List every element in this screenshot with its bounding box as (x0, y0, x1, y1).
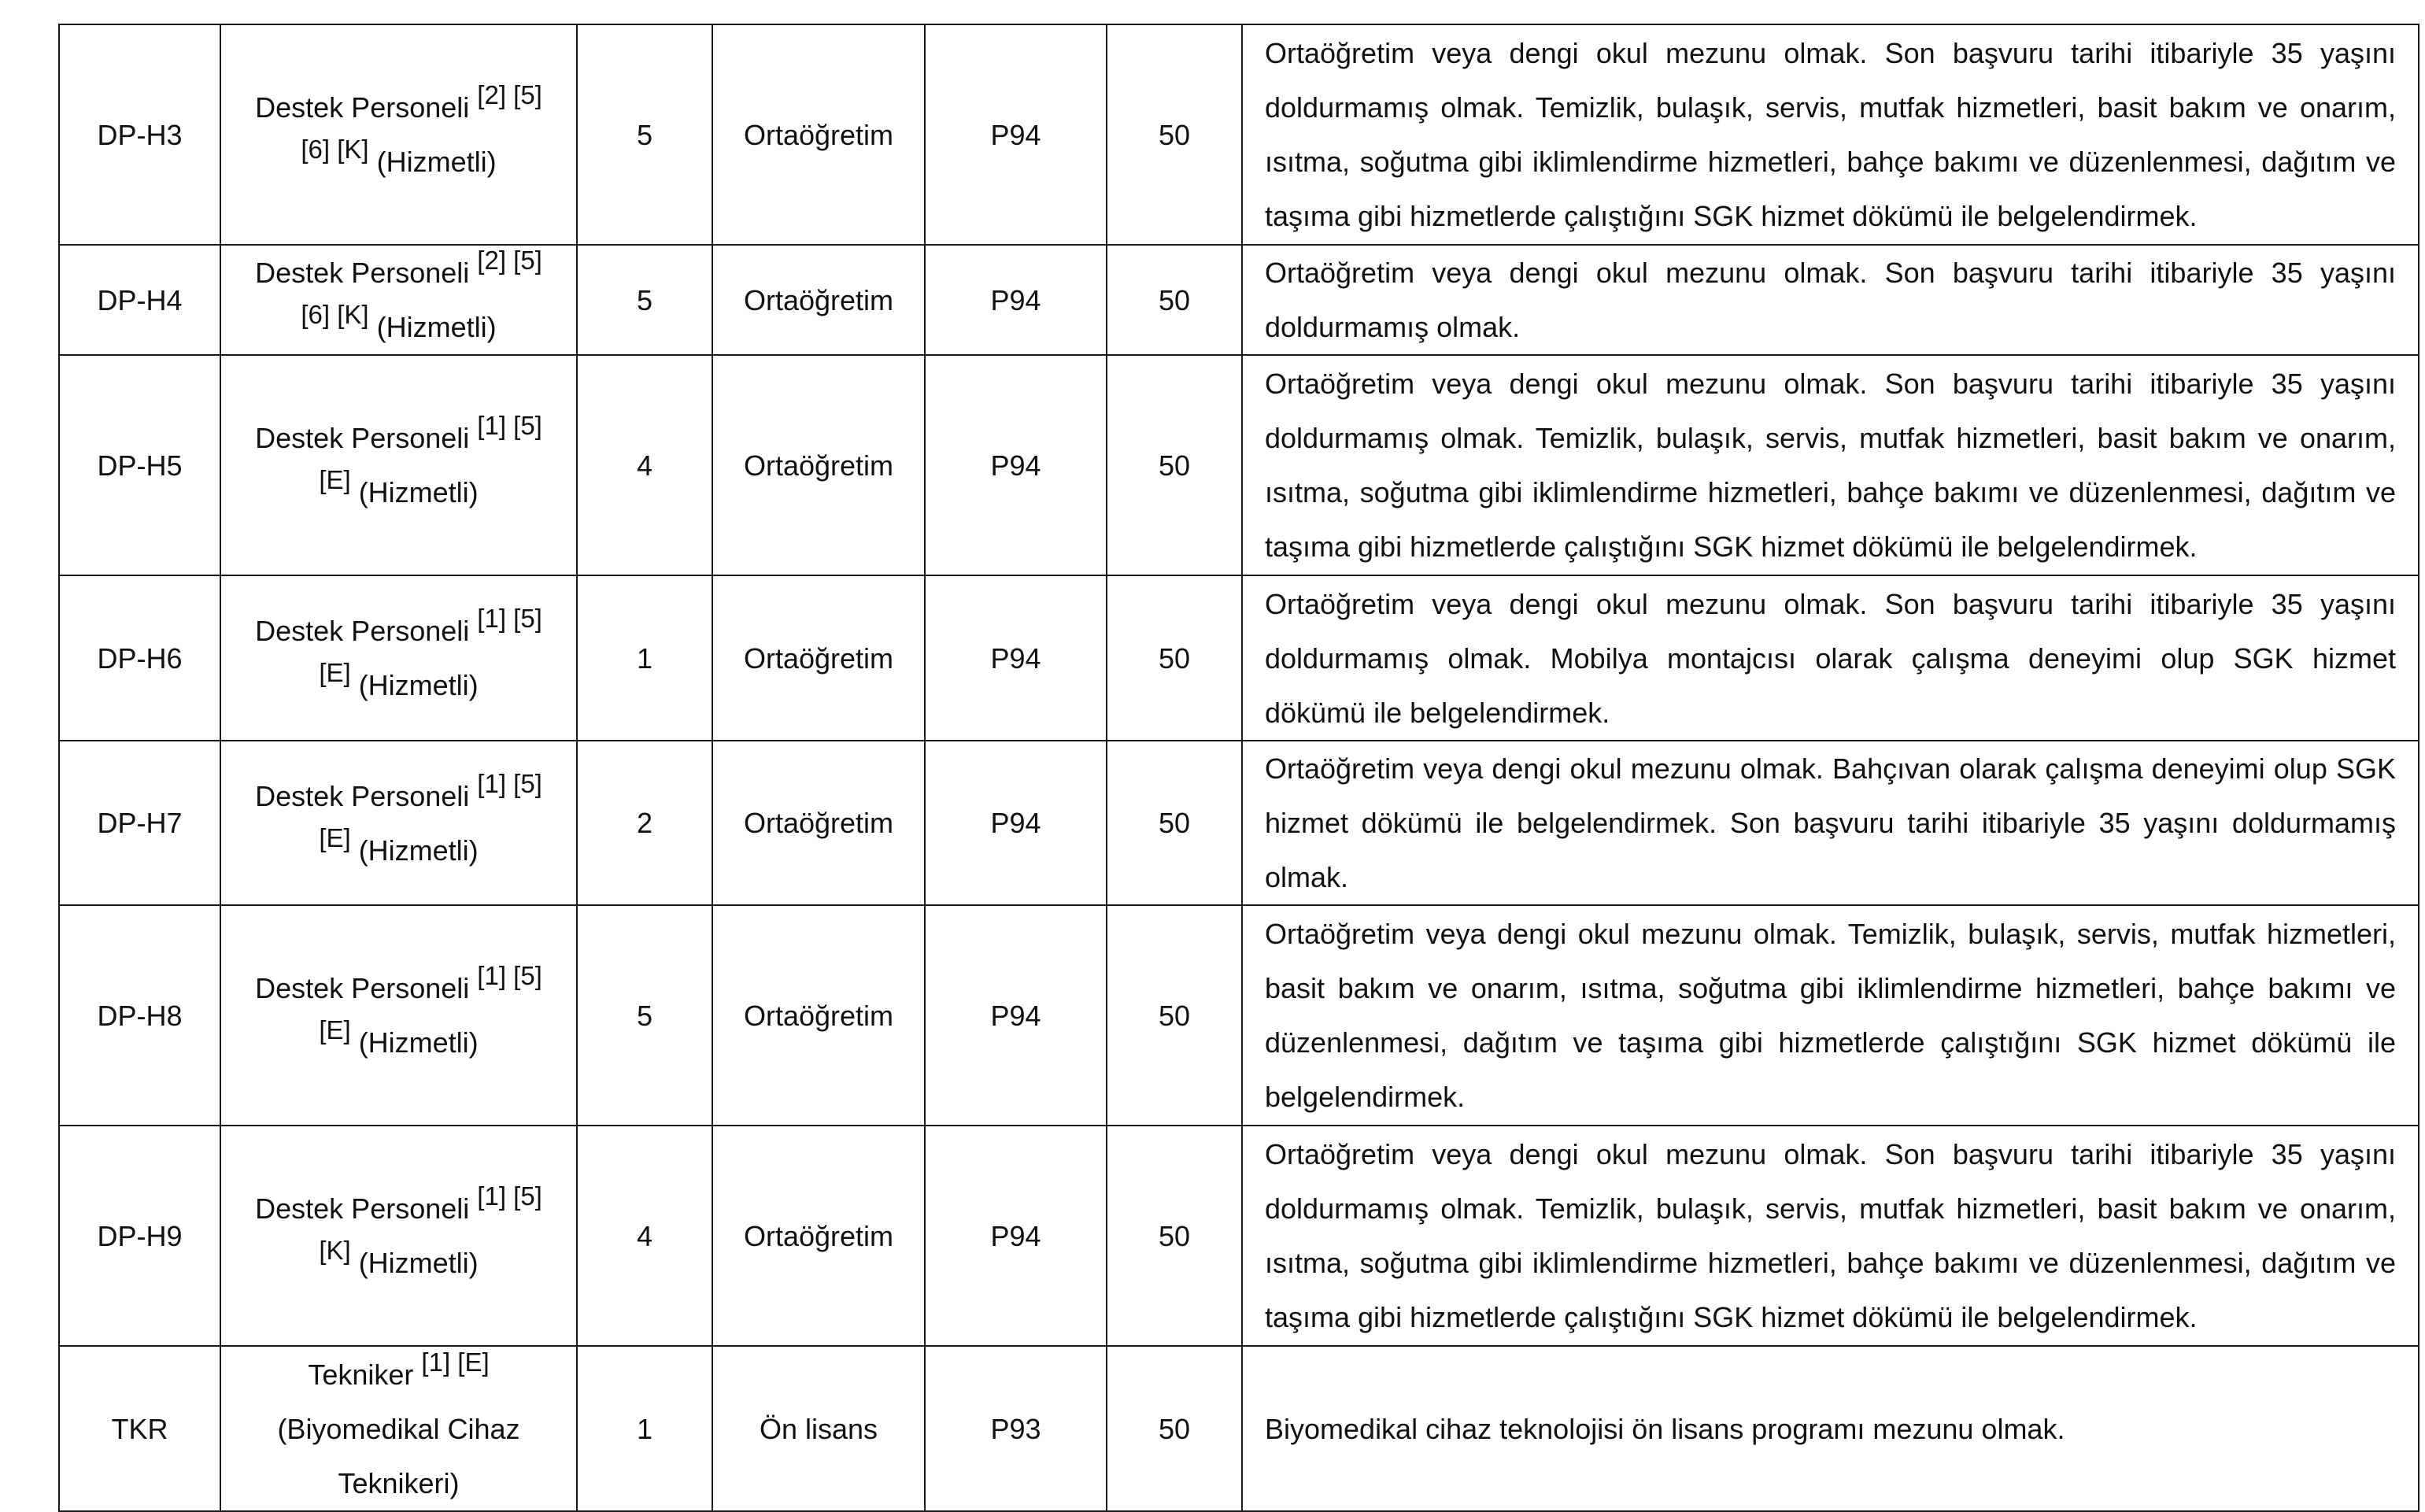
position-suffix: (Hizmetli) (358, 669, 479, 701)
position-subtitle: (Biyomedikal Cihaz (277, 1412, 520, 1445)
table-row (59, 24, 2419, 245)
footnote-refs: [K] (319, 1236, 351, 1265)
education-level: Ortaöğretim (712, 1126, 925, 1346)
position-title-text: Destek Personeli (255, 257, 470, 289)
position-title (220, 1346, 577, 1511)
position-code: DP-H7 (59, 741, 220, 905)
requirements-text: Ortaöğretim veya dengi okul mezunu olmak. Son başvuru tarihi itibariyle 35 yaşını doldurmamış olmak. (1242, 245, 2419, 355)
requirements-text: Ortaöğretim veya dengi okul mezunu olmak. Temizlik, bulaşık, servis, mutfak hizmetleri, basit bakım ve onarım, ısıtma, soğutma gibi iklimlendirme hizmetleri, bahçe bakımı ve düzenlenmesi, dağıtım ve taşıma gibi hizmetlerde çalıştığını SGK hizmet dökümü ile belgelendirmek. (1242, 905, 2419, 1126)
position-count: 2 (577, 741, 712, 905)
education-level: Ortaöğretim (712, 905, 925, 1126)
position-count: 5 (577, 905, 712, 1126)
footnote-refs: [1] [5] (477, 604, 542, 633)
position-count: 4 (577, 1126, 712, 1346)
position-count: 1 (577, 575, 712, 741)
table-row (59, 355, 2419, 575)
position-title-text: Destek Personeli (255, 1192, 470, 1225)
kpss-score-type: P94 (925, 1126, 1107, 1346)
position-title (220, 355, 577, 575)
education-level: Ortaöğretim (712, 24, 925, 245)
requirements-text: Biyomedikal cihaz teknolojisi ön lisans programı mezunu olmak. (1242, 1346, 2419, 1511)
position-count: 1 (577, 1346, 712, 1511)
kpss-score-type: P94 (925, 905, 1107, 1126)
job-positions-table (58, 24, 2419, 1512)
position-title (220, 905, 577, 1126)
kpss-score-type: P93 (925, 1346, 1107, 1511)
position-suffix: (Hizmetli) (376, 311, 497, 343)
minimum-score: 50 (1107, 24, 1242, 245)
position-code: DP-H3 (59, 24, 220, 245)
position-suffix: (Hizmetli) (358, 1026, 479, 1059)
position-title-text: Destek Personeli (255, 615, 470, 647)
position-title (220, 24, 577, 245)
footnote-refs: [6] [K] (301, 300, 369, 329)
education-level: Ortaöğretim (712, 575, 925, 741)
position-count: 5 (577, 24, 712, 245)
position-title-text: Destek Personeli (255, 972, 470, 1004)
footnote-refs: [E] (319, 823, 351, 852)
footnote-refs: [E] (319, 658, 351, 687)
footnote-refs: [2] [5] (477, 246, 542, 275)
position-title (220, 245, 577, 355)
table-row (59, 1346, 2419, 1511)
education-level: Ortaöğretim (712, 741, 925, 905)
minimum-score: 50 (1107, 741, 1242, 905)
minimum-score: 50 (1107, 1346, 1242, 1511)
footnote-refs: [1] [5] (477, 1181, 542, 1211)
requirements-text: Ortaöğretim veya dengi okul mezunu olmak. Son başvuru tarihi itibariyle 35 yaşını doldurmamış olmak. Mobilya montajcısı olarak çalışma deneyimi olup SGK hizmet dökümü ile belgelendirmek. (1242, 575, 2419, 741)
requirements-text: Ortaöğretim veya dengi okul mezunu olmak. Son başvuru tarihi itibariyle 35 yaşını doldurmamış olmak. Temizlik, bulaşık, servis, mutfak hizmetleri, basit bakım ve onarım, ısıtma, soğutma gibi iklimlendirme hizmetleri, bahçe bakımı ve düzenlenmesi, dağıtım ve taşıma gibi hizmetlerde çalıştığını SGK hizmet dökümü ile belgelendirmek. (1242, 24, 2419, 245)
table-row (59, 905, 2419, 1126)
minimum-score: 50 (1107, 245, 1242, 355)
footnote-refs: [2] [5] (477, 80, 542, 109)
kpss-score-type: P94 (925, 245, 1107, 355)
position-code: DP-H9 (59, 1126, 220, 1346)
position-count: 5 (577, 245, 712, 355)
requirements-text: Ortaöğretim veya dengi okul mezunu olmak. Son başvuru tarihi itibariyle 35 yaşını doldurmamış olmak. Temizlik, bulaşık, servis, mutfak hizmetleri, basit bakım ve onarım, ısıtma, soğutma gibi iklimlendirme hizmetleri, bahçe bakımı ve düzenlenmesi, dağıtım ve taşıma gibi hizmetlerde çalıştığını SGK hizmet dökümü ile belgelendirmek. (1242, 355, 2419, 575)
position-count: 4 (577, 355, 712, 575)
position-title (220, 741, 577, 905)
kpss-score-type: P94 (925, 575, 1107, 741)
requirements-text: Ortaöğretim veya dengi okul mezunu olmak. Son başvuru tarihi itibariyle 35 yaşını doldurmamış olmak. Temizlik, bulaşık, servis, mutfak hizmetleri, basit bakım ve onarım, ısıtma, soğutma gibi iklimlendirme hizmetleri, bahçe bakımı ve düzenlenmesi, dağıtım ve taşıma gibi hizmetlerde çalıştığını SGK hizmet dökümü ile belgelendirmek. (1242, 1126, 2419, 1346)
position-code: TKR (59, 1346, 220, 1511)
education-level: Ortaöğretim (712, 355, 925, 575)
minimum-score: 50 (1107, 1126, 1242, 1346)
position-title (220, 1126, 577, 1346)
position-code: DP-H5 (59, 355, 220, 575)
footnote-refs: [1] [E] (421, 1347, 490, 1377)
table-row (59, 245, 2419, 355)
position-suffix: (Hizmetli) (376, 146, 497, 178)
footnote-refs: [1] [5] (477, 411, 542, 440)
education-level: Ortaöğretim (712, 245, 925, 355)
position-code: DP-H8 (59, 905, 220, 1126)
table-row (59, 1126, 2419, 1346)
position-title-text: Tekniker (308, 1358, 414, 1391)
position-title-text: Destek Personeli (255, 779, 470, 812)
footnote-refs: [1] [5] (477, 961, 542, 990)
position-title-text: Destek Personeli (255, 91, 470, 124)
education-level: Ön lisans (712, 1346, 925, 1511)
footnote-refs: [1] [5] (477, 768, 542, 798)
position-title-text: Destek Personeli (255, 422, 470, 454)
position-code: DP-H6 (59, 575, 220, 741)
position-subtitle-cont: Teknikeri) (338, 1466, 460, 1499)
table-row (59, 575, 2419, 741)
position-suffix: (Hizmetli) (358, 476, 479, 508)
table-row (59, 741, 2419, 905)
minimum-score: 50 (1107, 355, 1242, 575)
minimum-score: 50 (1107, 575, 1242, 741)
requirements-text: Ortaöğretim veya dengi okul mezunu olmak. Bahçıvan olarak çalışma deneyimi olup SGK hizmet dökümü ile belgelendirmek. Son başvuru tarihi itibariyle 35 yaşını doldurmamış olmak. (1242, 741, 2419, 905)
footnote-refs: [6] [K] (301, 135, 369, 164)
kpss-score-type: P94 (925, 741, 1107, 905)
position-suffix: (Hizmetli) (358, 834, 479, 867)
kpss-score-type: P94 (925, 24, 1107, 245)
footnote-refs: [E] (319, 465, 351, 494)
minimum-score: 50 (1107, 905, 1242, 1126)
position-suffix: (Hizmetli) (358, 1247, 479, 1279)
position-title (220, 575, 577, 741)
position-code: DP-H4 (59, 245, 220, 355)
footnote-refs: [E] (319, 1015, 351, 1044)
kpss-score-type: P94 (925, 355, 1107, 575)
